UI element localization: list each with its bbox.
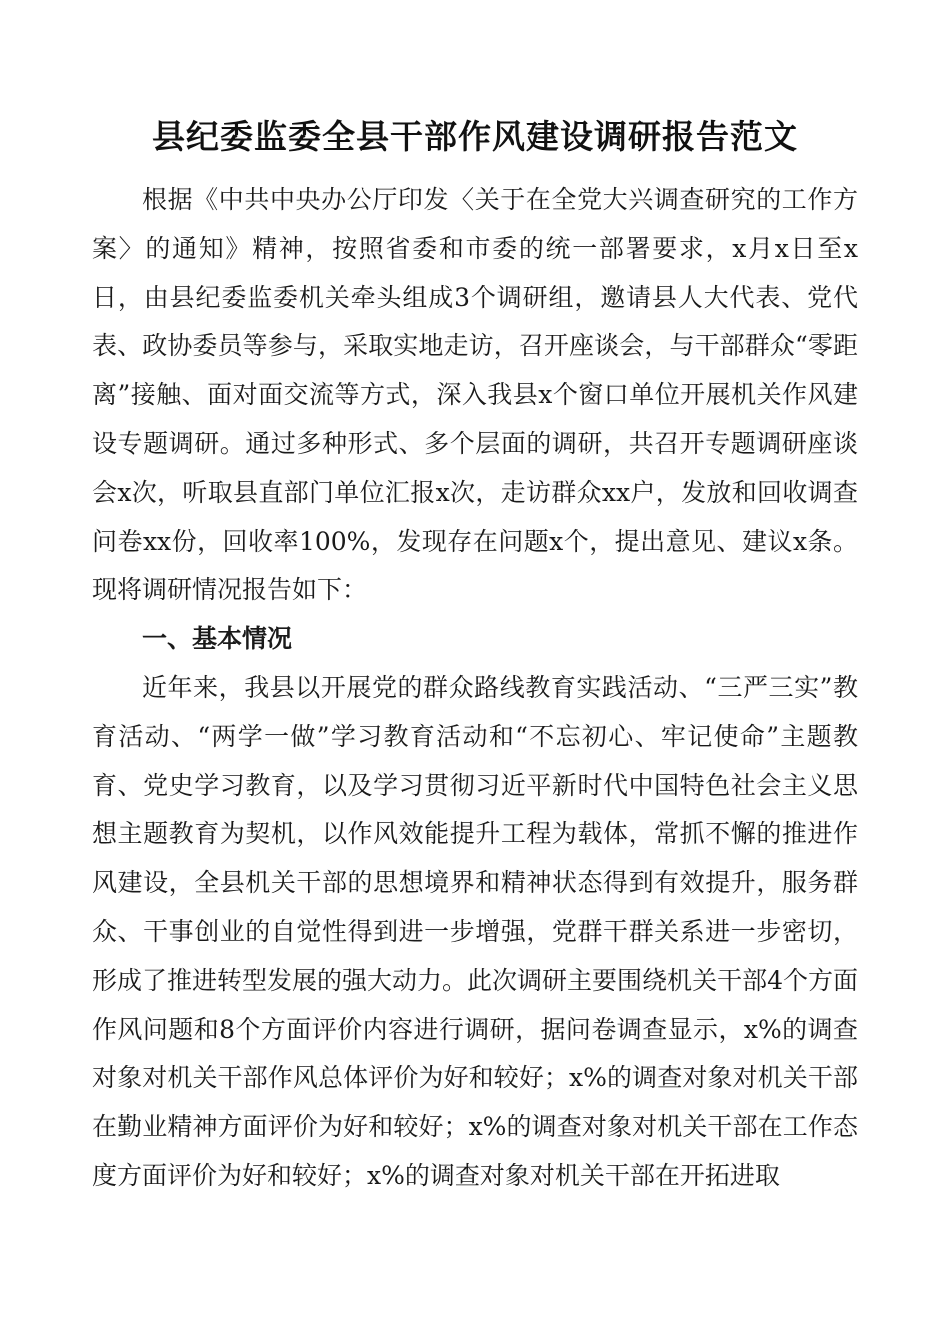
section-paragraph-basic-situation: 近年来，我县以开展党的群众路线教育实践活动、“三严三实”教育活动、“两学一做”学习教育活动和“不忘初心、牢记使命”主题教育、党史学习教育，以及学习贯彻习近平新时代中国特色社会主义思想主题教育为契机，以作风效能提升工程为载体，常抓不懈的推进作风建设，全县机关干部的思想境界和精神状态得到有效提升，服务群众、干事创业的自觉性得到进一步增强，党群干群关系进一步密切，形成了推进转型发展的强大动力。此次调研主要围绕机关干部4个方面作风问题和8个方面评价内容进行调研，据问卷调查显示，x%的调查对象对机关干部作风总体评价为好和较好；x%的调查对象对机关干部在勤业精神方面评价为好和较好；x%的调查对象对机关干部在工作态度方面评价为好和较好；x%的调查对象对机关干部在开拓进取 bbox=[92, 672, 858, 1190]
intro-paragraph: 根据《中共中央办公厅印发〈关于在全党大兴调查研究的工作方案〉的通知》精神，按照省委和市委的统一部署要求，x月x日至x日，由县纪委监委机关牵头组成3个调研组，邀请县人大代表、党代表、政协委员等参与，采取实地走访，召开座谈会，与干部群众“零距离”接触、面对面交流等方式，深入我县x个窗口单位开展机关作风建设专题调研。通过多种形式、多个层面的调研，共召开专题调研座谈会x次，听取县直部门单位汇报x次，走访群众xx户，发放和回收调查问卷xx份，回收率100%，发现存在问题x个，提出意见、建议x条。现将调研情况报告如下： bbox=[92, 185, 858, 605]
section-heading-basic-situation: 一、基本情况 bbox=[142, 624, 293, 654]
document-body bbox=[92, 176, 858, 1201]
document-title: 县纪委监委全县干部作风建设调研报告范文 bbox=[152, 117, 798, 156]
